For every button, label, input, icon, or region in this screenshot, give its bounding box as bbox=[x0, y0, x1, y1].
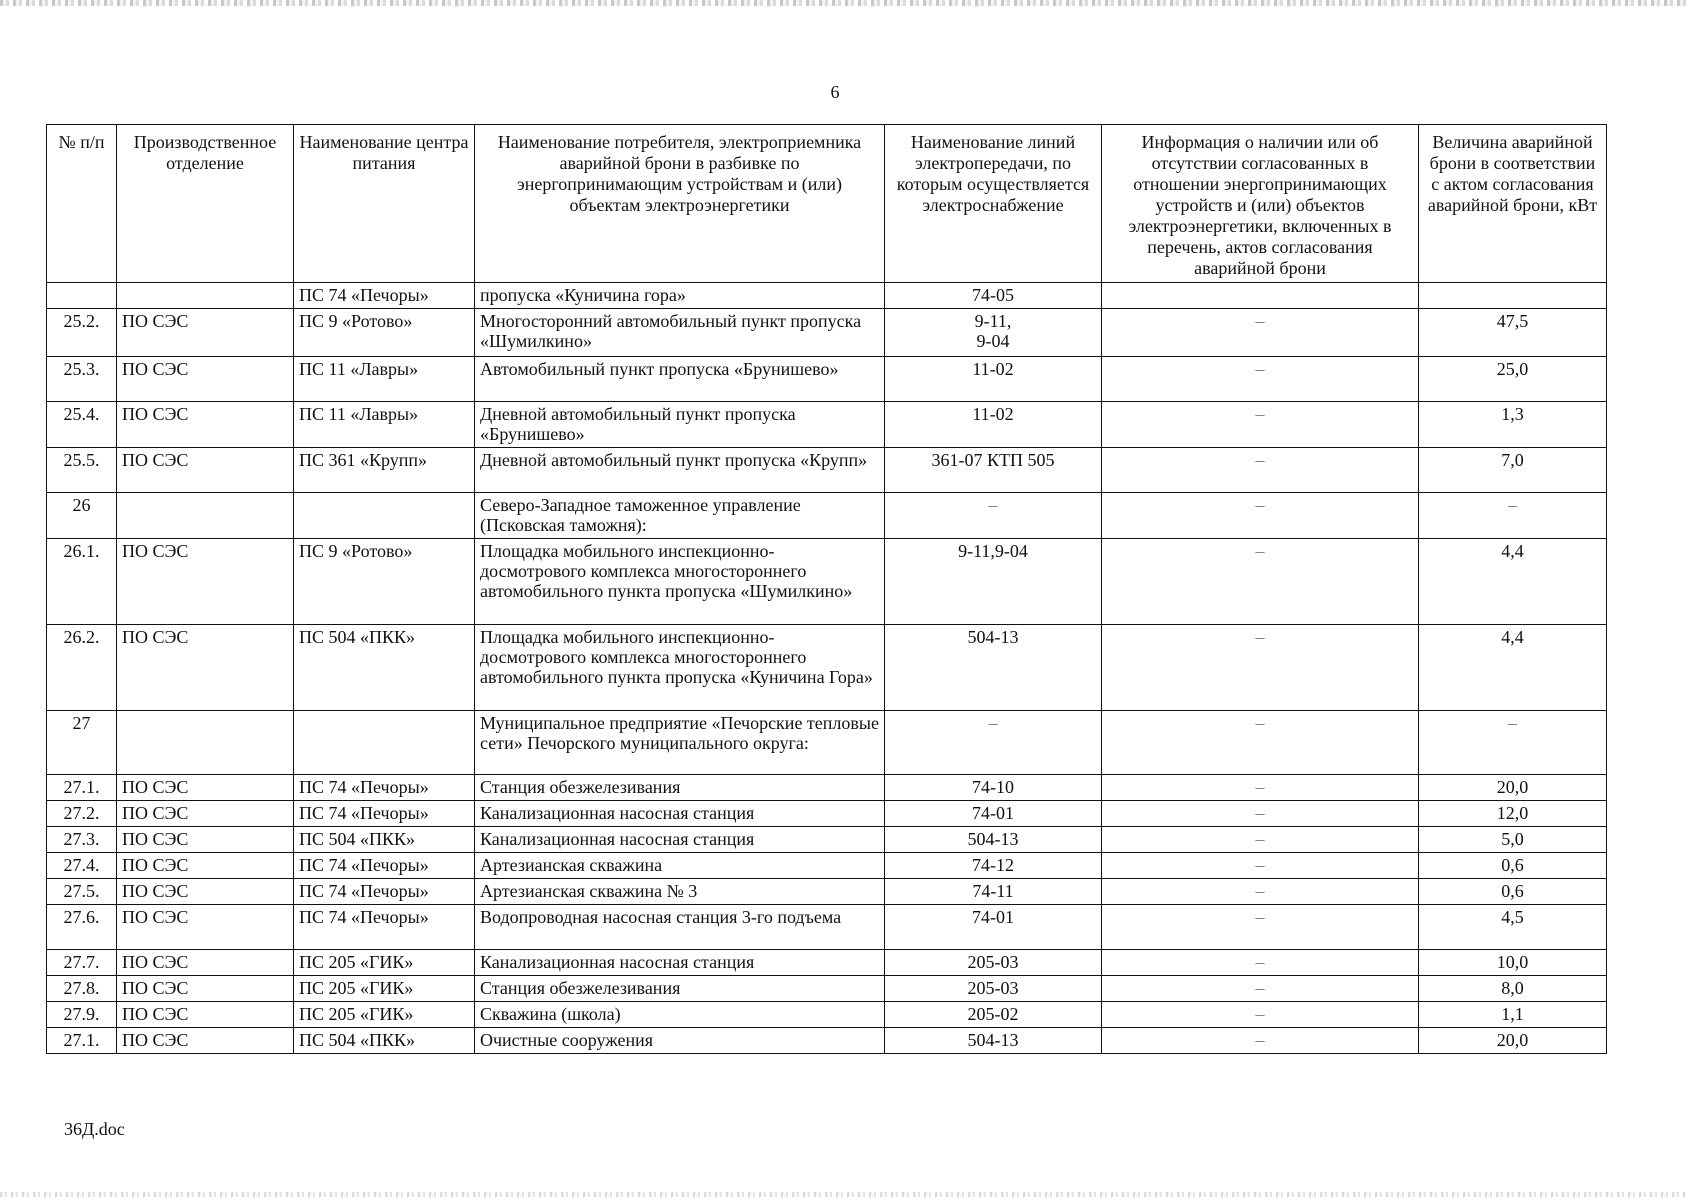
row-power-center: ПС 11 «Лавры» bbox=[294, 357, 475, 402]
row-number: 27.4. bbox=[47, 853, 117, 879]
row-consumer: Станция обезжелезивания bbox=[475, 775, 885, 801]
row-reserve-kw: 1,1 bbox=[1419, 1002, 1607, 1028]
row-department: ПО СЭС bbox=[117, 357, 294, 402]
row-reserve-kw: 0,6 bbox=[1419, 853, 1607, 879]
row-department: ПО СЭС bbox=[117, 309, 294, 357]
row-number: 26.1. bbox=[47, 539, 117, 625]
row-number: 27.5. bbox=[47, 879, 117, 905]
row-consumer: Скважина (школа) bbox=[475, 1002, 885, 1028]
row-power-center: ПС 205 «ГИК» bbox=[294, 976, 475, 1002]
row-department: ПО СЭС bbox=[117, 905, 294, 950]
row-agreement-info: – bbox=[1102, 539, 1419, 625]
row-reserve-kw: 4,4 bbox=[1419, 625, 1607, 711]
row-reserve-kw: – bbox=[1419, 711, 1607, 775]
row-consumer: Северо-Западное таможенное управление (Псковская таможня): bbox=[475, 493, 885, 539]
row-power-center: ПС 74 «Печоры» bbox=[294, 775, 475, 801]
table-row bbox=[47, 950, 1607, 976]
row-power-line: 9-11, 9-04 bbox=[885, 309, 1102, 357]
row-reserve-kw: 20,0 bbox=[1419, 775, 1607, 801]
table-row bbox=[47, 1028, 1607, 1054]
row-agreement-info: – bbox=[1102, 448, 1419, 493]
row-reserve-kw: 47,5 bbox=[1419, 309, 1607, 357]
row-department: ПО СЭС bbox=[117, 853, 294, 879]
row-consumer: Площадка мобильного инспекционно-досмотрового комплекса многостороннего автомобильного пункта пропуска «Шумилкино» bbox=[475, 539, 885, 625]
table-row bbox=[47, 283, 1607, 309]
row-department: ПО СЭС bbox=[117, 1002, 294, 1028]
row-power-center: ПС 361 «Крупп» bbox=[294, 448, 475, 493]
row-power-line: – bbox=[885, 493, 1102, 539]
row-power-line: 74-11 bbox=[885, 879, 1102, 905]
row-power-line: 504-13 bbox=[885, 827, 1102, 853]
row-department: ПО СЭС bbox=[117, 976, 294, 1002]
row-power-line: 11-02 bbox=[885, 357, 1102, 402]
table-row bbox=[47, 402, 1607, 448]
row-power-center: ПС 74 «Печоры» bbox=[294, 905, 475, 950]
row-reserve-kw: 4,4 bbox=[1419, 539, 1607, 625]
row-power-line: 361-07 КТП 505 bbox=[885, 448, 1102, 493]
row-reserve-kw: 12,0 bbox=[1419, 801, 1607, 827]
row-department: ПО СЭС bbox=[117, 879, 294, 905]
row-power-center: ПС 9 «Ротово» bbox=[294, 309, 475, 357]
row-number: 25.3. bbox=[47, 357, 117, 402]
row-power-center: ПС 504 «ПКК» bbox=[294, 625, 475, 711]
row-power-line: 74-12 bbox=[885, 853, 1102, 879]
row-agreement-info: – bbox=[1102, 775, 1419, 801]
row-power-line: – bbox=[885, 711, 1102, 775]
row-power-center: ПС 74 «Печоры» bbox=[294, 801, 475, 827]
row-power-center bbox=[294, 493, 475, 539]
row-power-line: 9-11,9-04 bbox=[885, 539, 1102, 625]
row-department: ПО СЭС bbox=[117, 402, 294, 448]
table-row bbox=[47, 539, 1607, 625]
row-number: 27.2. bbox=[47, 801, 117, 827]
row-agreement-info: – bbox=[1102, 976, 1419, 1002]
header-dept: Производственное отделение bbox=[117, 125, 294, 283]
row-department: ПО СЭС bbox=[117, 775, 294, 801]
table-row bbox=[47, 625, 1607, 711]
row-reserve-kw: 20,0 bbox=[1419, 1028, 1607, 1054]
row-agreement-info: – bbox=[1102, 1002, 1419, 1028]
row-reserve-kw: 1,3 bbox=[1419, 402, 1607, 448]
row-reserve-kw: 0,6 bbox=[1419, 879, 1607, 905]
header-center: Наименование центра питания bbox=[294, 125, 475, 283]
row-consumer: Водопроводная насосная станция 3-го подъема bbox=[475, 905, 885, 950]
row-power-line: 205-03 bbox=[885, 976, 1102, 1002]
row-power-center: ПС 504 «ПКК» bbox=[294, 1028, 475, 1054]
row-number: 25.4. bbox=[47, 402, 117, 448]
row-department: ПО СЭС bbox=[117, 950, 294, 976]
row-agreement-info: – bbox=[1102, 493, 1419, 539]
table-row bbox=[47, 357, 1607, 402]
row-consumer: Артезианская скважина № 3 bbox=[475, 879, 885, 905]
row-consumer: Муниципальное предприятие «Печорские тепловые сети» Печорского муниципального округа: bbox=[475, 711, 885, 775]
table-header-row bbox=[47, 125, 1607, 283]
row-number: 27.8. bbox=[47, 976, 117, 1002]
row-agreement-info: – bbox=[1102, 879, 1419, 905]
row-number: 26 bbox=[47, 493, 117, 539]
row-power-line: 74-05 bbox=[885, 283, 1102, 309]
row-power-line: 504-13 bbox=[885, 1028, 1102, 1054]
row-department bbox=[117, 493, 294, 539]
row-consumer: пропуска «Куничина гора» bbox=[475, 283, 885, 309]
row-department: ПО СЭС bbox=[117, 448, 294, 493]
table-row bbox=[47, 801, 1607, 827]
row-agreement-info: – bbox=[1102, 402, 1419, 448]
row-department bbox=[117, 283, 294, 309]
row-number: 27.9. bbox=[47, 1002, 117, 1028]
row-consumer: Станция обезжелезивания bbox=[475, 976, 885, 1002]
row-agreement-info: – bbox=[1102, 853, 1419, 879]
page-number: 6 bbox=[830, 82, 840, 102]
row-department: ПО СЭС bbox=[117, 625, 294, 711]
header-num: № п/п bbox=[47, 125, 117, 283]
table-body bbox=[47, 283, 1607, 1054]
row-department: ПО СЭС bbox=[117, 1028, 294, 1054]
header-kw: Величина аварийной брони в соответствии с актом согласования аварийной брони, кВт bbox=[1419, 125, 1607, 283]
row-consumer: Канализационная насосная станция bbox=[475, 827, 885, 853]
row-reserve-kw bbox=[1419, 283, 1607, 309]
header-line: Наименование линий электропередачи, по которым осуществляется электроснабжение bbox=[885, 125, 1102, 283]
row-power-center: ПС 205 «ГИК» bbox=[294, 1002, 475, 1028]
row-power-center: ПС 74 «Печоры» bbox=[294, 879, 475, 905]
row-reserve-kw: 8,0 bbox=[1419, 976, 1607, 1002]
row-power-line: 74-01 bbox=[885, 905, 1102, 950]
row-consumer: Канализационная насосная станция bbox=[475, 950, 885, 976]
row-number: 27.1. bbox=[47, 1028, 117, 1054]
row-power-center: ПС 205 «ГИК» bbox=[294, 950, 475, 976]
row-agreement-info: – bbox=[1102, 827, 1419, 853]
row-number: 26.2. bbox=[47, 625, 117, 711]
row-agreement-info: – bbox=[1102, 711, 1419, 775]
row-consumer: Канализационная насосная станция bbox=[475, 801, 885, 827]
row-agreement-info: – bbox=[1102, 357, 1419, 402]
row-number: 27.6. bbox=[47, 905, 117, 950]
row-agreement-info: – bbox=[1102, 625, 1419, 711]
row-consumer: Площадка мобильного инспекционно-досмотрового комплекса многостороннего автомобильного пункта пропуска «Куничина Гора» bbox=[475, 625, 885, 711]
row-reserve-kw: 25,0 bbox=[1419, 357, 1607, 402]
scan-edge-bottom bbox=[0, 1192, 1686, 1197]
row-agreement-info bbox=[1102, 283, 1419, 309]
row-power-line: 74-10 bbox=[885, 775, 1102, 801]
row-agreement-info: – bbox=[1102, 801, 1419, 827]
header-consumer: Наименование потребителя, электроприемника аварийной брони в разбивке по энергопринимающим устройствам и (или) объектам электроэнергетики bbox=[475, 125, 885, 283]
row-power-center: ПС 504 «ПКК» bbox=[294, 827, 475, 853]
table-row bbox=[47, 905, 1607, 950]
row-consumer: Очистные сооружения bbox=[475, 1028, 885, 1054]
row-agreement-info: – bbox=[1102, 950, 1419, 976]
row-reserve-kw: 7,0 bbox=[1419, 448, 1607, 493]
row-reserve-kw: 5,0 bbox=[1419, 827, 1607, 853]
scan-edge-top bbox=[0, 0, 1686, 6]
row-department: ПО СЭС bbox=[117, 539, 294, 625]
table-row bbox=[47, 493, 1607, 539]
table-row bbox=[47, 309, 1607, 357]
row-power-center: ПС 11 «Лавры» bbox=[294, 402, 475, 448]
row-power-line: 74-01 bbox=[885, 801, 1102, 827]
row-consumer: Автомобильный пункт пропуска «Брунишево» bbox=[475, 357, 885, 402]
file-name-footer: 36Д.doc bbox=[64, 1119, 125, 1139]
row-number: 27.3. bbox=[47, 827, 117, 853]
table-row bbox=[47, 853, 1607, 879]
row-number: 25.5. bbox=[47, 448, 117, 493]
table-row bbox=[47, 827, 1607, 853]
row-consumer: Артезианская скважина bbox=[475, 853, 885, 879]
table-row bbox=[47, 711, 1607, 775]
row-consumer: Дневной автомобильный пункт пропуска «Крупп» bbox=[475, 448, 885, 493]
row-number: 27 bbox=[47, 711, 117, 775]
row-power-center: ПС 74 «Печоры» bbox=[294, 283, 475, 309]
row-agreement-info: – bbox=[1102, 309, 1419, 357]
row-department: ПО СЭС bbox=[117, 801, 294, 827]
row-reserve-kw: 4,5 bbox=[1419, 905, 1607, 950]
table-row bbox=[47, 448, 1607, 493]
row-department bbox=[117, 711, 294, 775]
row-agreement-info: – bbox=[1102, 905, 1419, 950]
row-power-center: ПС 9 «Ротово» bbox=[294, 539, 475, 625]
row-power-center bbox=[294, 711, 475, 775]
row-number: 27.7. bbox=[47, 950, 117, 976]
row-agreement-info: – bbox=[1102, 1028, 1419, 1054]
row-power-line: 205-03 bbox=[885, 950, 1102, 976]
table-row bbox=[47, 1002, 1607, 1028]
row-department: ПО СЭС bbox=[117, 827, 294, 853]
row-consumer: Дневной автомобильный пункт пропуска «Брунишево» bbox=[475, 402, 885, 448]
emergency-reserve-table bbox=[46, 124, 1607, 1054]
row-power-center: ПС 74 «Печоры» bbox=[294, 853, 475, 879]
table-row bbox=[47, 775, 1607, 801]
row-power-line: 205-02 bbox=[885, 1002, 1102, 1028]
table-row bbox=[47, 879, 1607, 905]
table-row bbox=[47, 976, 1607, 1002]
row-consumer: Многосторонний автомобильный пункт пропуска «Шумилкино» bbox=[475, 309, 885, 357]
header-info: Информация о наличии или об отсутствии согласованных в отношении энергопринимающих устройств и (или) объектов электроэнергетики, включенных в перечень, актов согласования аварийной брони bbox=[1102, 125, 1419, 283]
row-number: 27.1. bbox=[47, 775, 117, 801]
row-power-line: 504-13 bbox=[885, 625, 1102, 711]
row-power-line: 11-02 bbox=[885, 402, 1102, 448]
row-number bbox=[47, 283, 117, 309]
row-reserve-kw: 10,0 bbox=[1419, 950, 1607, 976]
row-number: 25.2. bbox=[47, 309, 117, 357]
row-reserve-kw: – bbox=[1419, 493, 1607, 539]
